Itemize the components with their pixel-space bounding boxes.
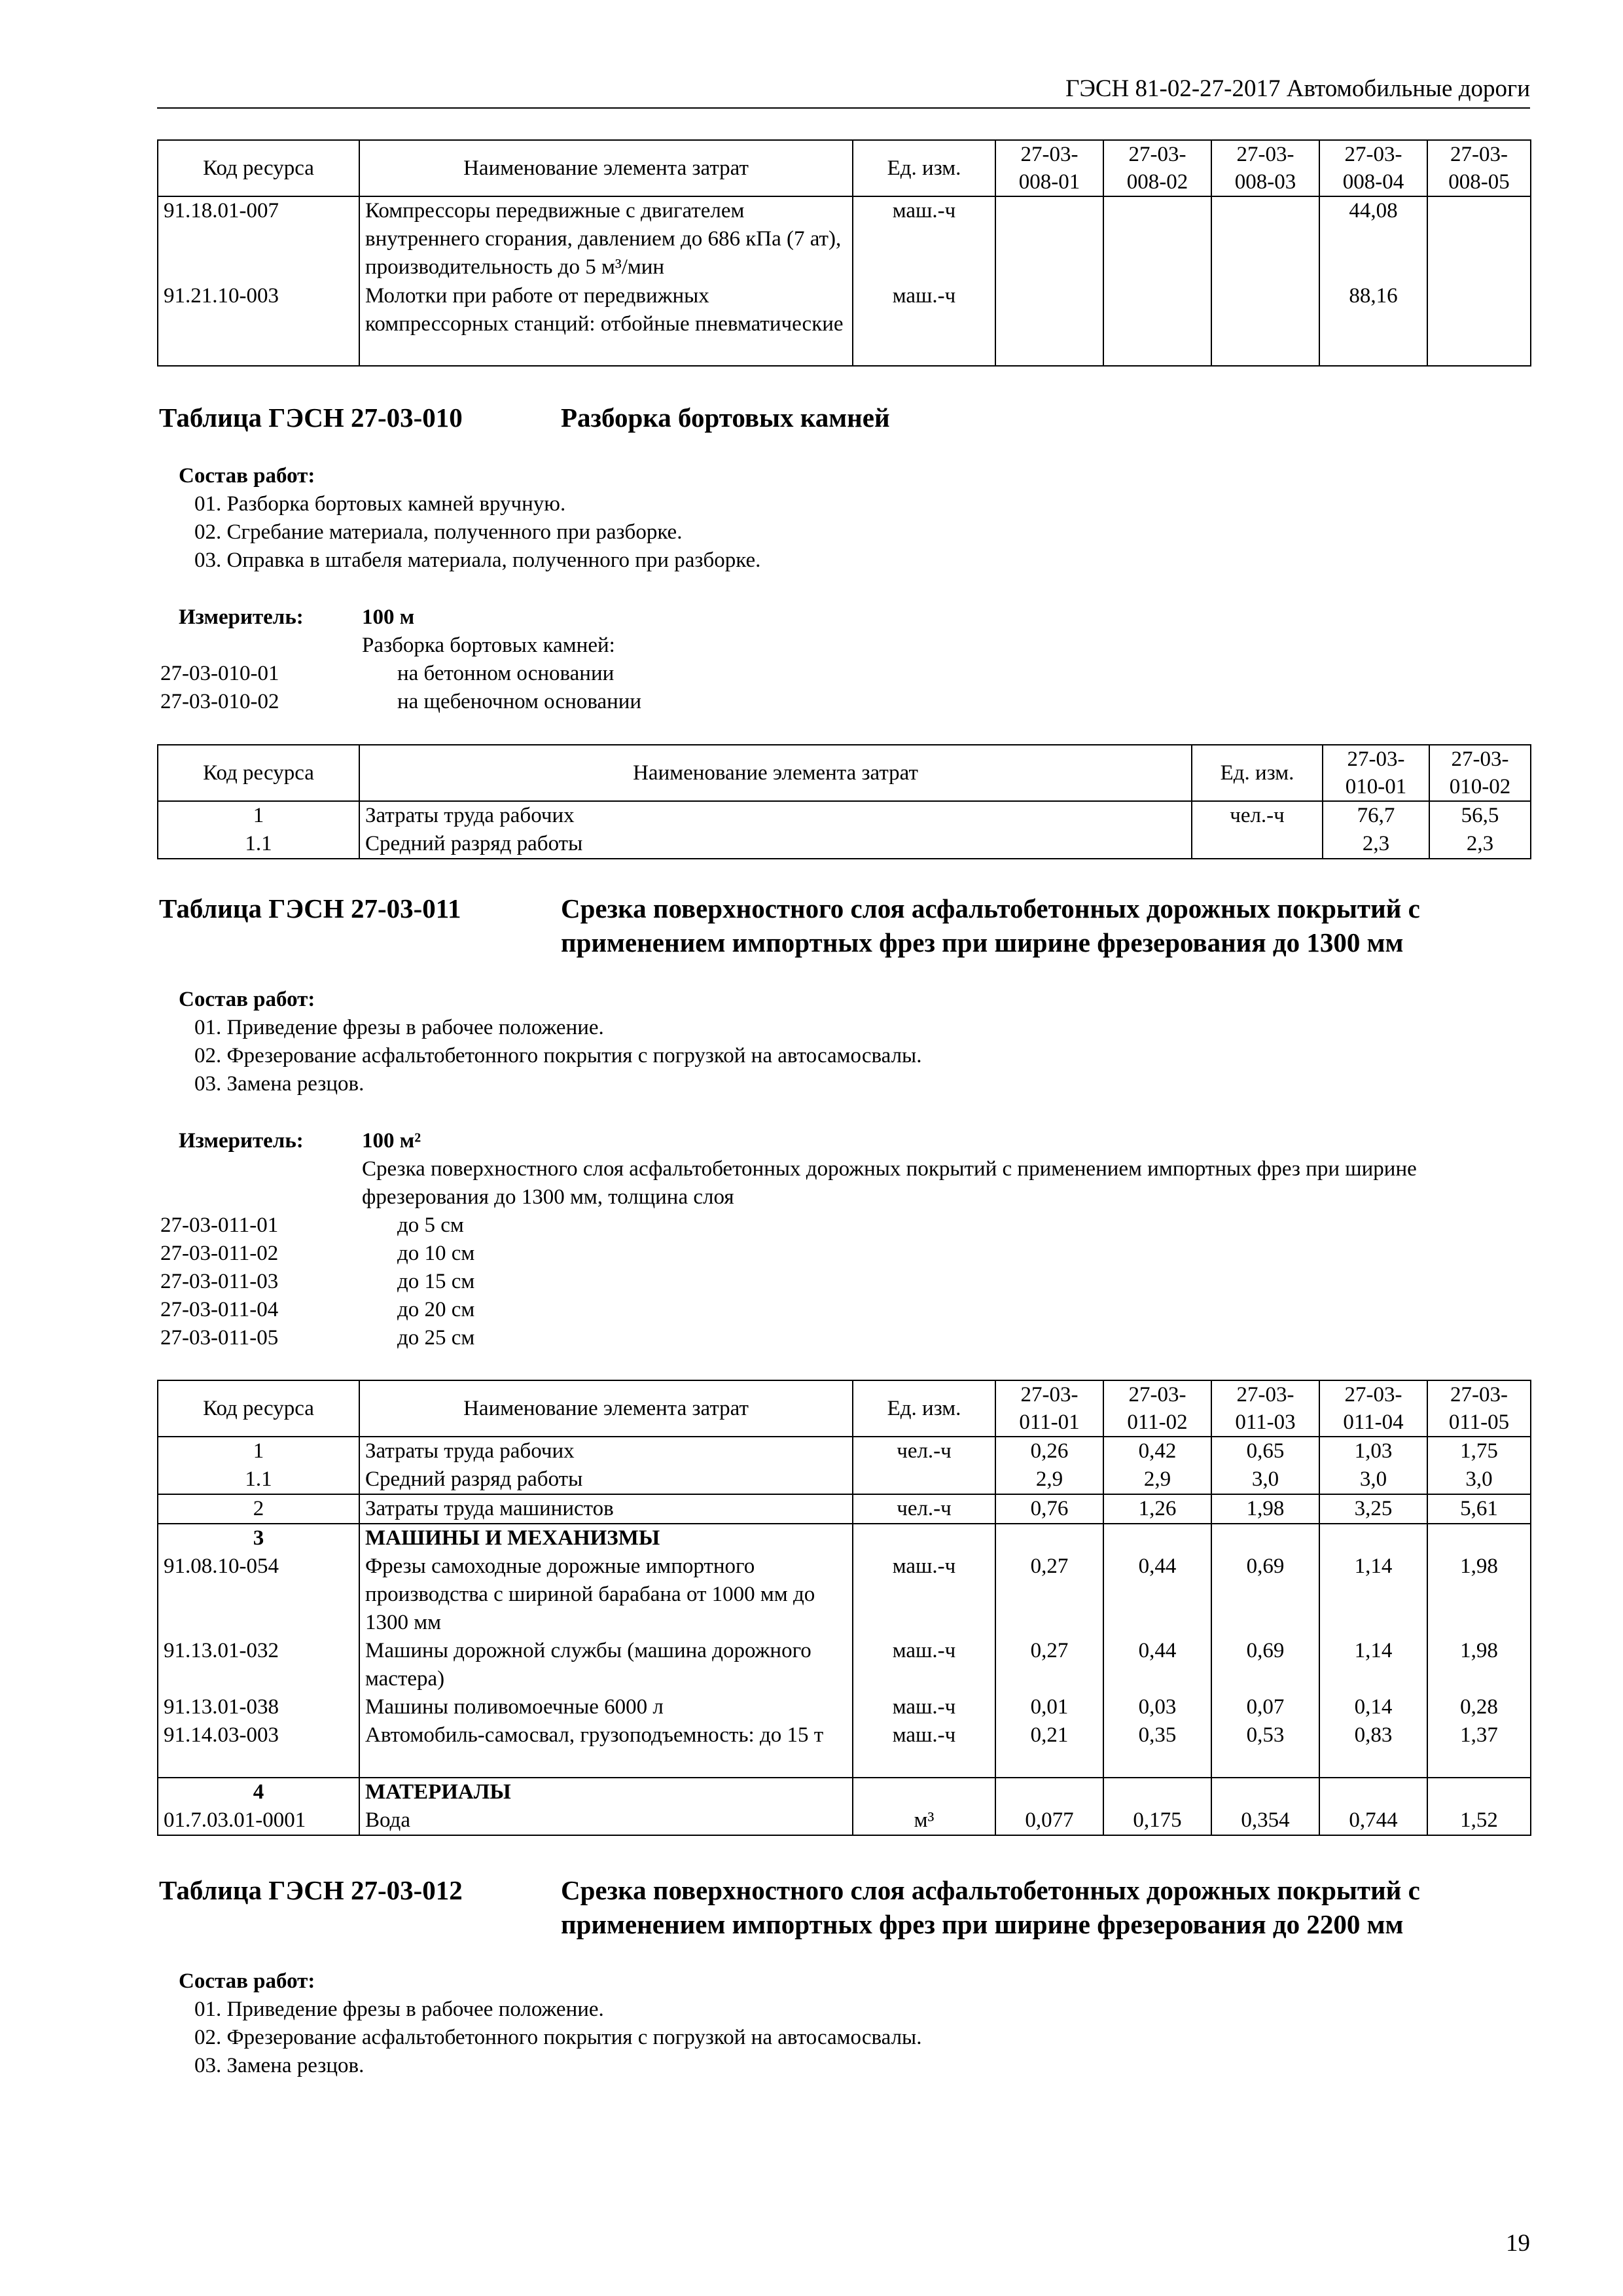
rate-value: 1,75: [1427, 1437, 1531, 1465]
rate-value: 0,53: [1211, 1721, 1319, 1778]
izmeritel-label: Измеритель:: [179, 605, 304, 629]
resource-name: Затраты труда рабочих: [359, 1437, 853, 1465]
rate-value: 0,35: [1103, 1721, 1211, 1778]
table-row: [158, 1465, 1531, 1494]
rate-value: 76,7: [1323, 801, 1429, 830]
resource-unit: [1192, 830, 1323, 859]
resource-code: 91.21.10-003: [158, 282, 359, 366]
rate-value: 3,25: [1319, 1494, 1427, 1524]
resource-unit: чел.-ч: [853, 1437, 995, 1465]
rate-value: [1211, 1524, 1319, 1552]
col-header-code: Код ресурса: [158, 745, 359, 801]
rate-value: 0,077: [995, 1806, 1103, 1835]
work-step: 01. Разборка бортовых камней вручную.: [194, 492, 566, 516]
rate-value: 0,26: [995, 1437, 1103, 1465]
section-title-012: [159, 1873, 1530, 1945]
table-row: [158, 801, 1531, 830]
section-title-010: [159, 401, 1530, 440]
resource-code: 01.7.03.01-0001: [158, 1806, 359, 1835]
table-row: [158, 1721, 1531, 1778]
item-text: на бетонном основании: [397, 662, 615, 685]
rate-value: 0,69: [1211, 1637, 1319, 1693]
rate-value: [1427, 1524, 1531, 1552]
table-label: Таблица ГЭСН 27-03-012: [159, 1875, 463, 1905]
col-header-rate: 27-03-011-04: [1319, 1380, 1427, 1437]
work-step: 03. Замена резцов.: [194, 2054, 365, 2077]
rate-value: 0,744: [1319, 1806, 1427, 1835]
rate-value: [1211, 196, 1319, 282]
rate-value: [1427, 196, 1531, 282]
table-row: [158, 1437, 1531, 1465]
running-header: ГЭСН 81-02-27-2017 Автомобильные дороги: [1065, 75, 1530, 102]
rate-value: 0,65: [1211, 1437, 1319, 1465]
col-header-rate: 27-03-011-03: [1211, 1380, 1319, 1437]
resource-name: Фрезы самоходные дорожные импортного производства с шириной барабана от 1000 мм до 1300 мм: [359, 1552, 853, 1637]
work-step: 01. Приведение фрезы в рабочее положение.: [194, 1998, 604, 2021]
resource-name: Компрессоры передвижные с двигателем внутреннего сгорания, давлением до 686 кПа (7 ат), производительность до 5 м³/мин: [359, 196, 853, 282]
resource-name: Машины дорожной службы (машина дорожного мастера): [359, 1637, 853, 1693]
rate-value: 0,76: [995, 1494, 1103, 1524]
item-text: до 10 см: [397, 1242, 475, 1265]
resource-code: 91.13.01-038: [158, 1693, 359, 1721]
rate-value: 56,5: [1429, 801, 1531, 830]
col-header-code: Код ресурса: [158, 1380, 359, 1437]
rate-value: [995, 1524, 1103, 1552]
rate-value: 1,52: [1427, 1806, 1531, 1835]
item-code: 27-03-010-01: [160, 662, 279, 685]
resource-code: 3: [158, 1524, 359, 1552]
rate-value: [1103, 1524, 1211, 1552]
col-header-rate: 27-03-011-05: [1427, 1380, 1531, 1437]
table-label: Таблица ГЭСН 27-03-010: [159, 403, 463, 433]
izmeritel-label: Измеритель:: [179, 1129, 304, 1153]
resource-name: МАТЕРИАЛЫ: [359, 1778, 853, 1806]
resource-unit: маш.-ч: [853, 282, 995, 366]
resource-code: 4: [158, 1778, 359, 1806]
rate-value: 1,14: [1319, 1637, 1427, 1693]
col-header-rate: 27-03-008-04: [1319, 140, 1427, 196]
izmeritel-desc: Срезка поверхностного слоя асфальтобетонных дорожных покрытий с применением импортных фрез при ширине фрезерования до 1300 мм, толщина слоя: [362, 1157, 1417, 1209]
sostav-label: Состав работ:: [179, 464, 315, 488]
item-text: до 5 см: [397, 1213, 464, 1237]
resource-unit: м³: [853, 1806, 995, 1835]
table-row: [158, 196, 1531, 282]
resource-name: Затраты труда машинистов: [359, 1494, 853, 1524]
resource-unit: маш.-ч: [853, 1721, 995, 1778]
rate-value: [1211, 1778, 1319, 1806]
table-row: [158, 830, 1531, 859]
table-title: Срезка поверхностного слоя асфальтобетонных дорожных покрытий с применением импортных фрез при ширине фрезерования до 1300 мм: [561, 893, 1420, 958]
rate-value: 2,9: [1103, 1465, 1211, 1494]
rate-value: 3,0: [1211, 1465, 1319, 1494]
rate-value: 0,44: [1103, 1637, 1211, 1693]
resource-code: 1: [158, 1437, 359, 1465]
work-step: 03. Оправка в штабеля материала, полученного при разборке.: [194, 548, 761, 572]
resource-table-008: [157, 139, 1531, 367]
resource-unit: маш.-ч: [853, 196, 995, 282]
resource-name: Средний разряд работы: [359, 830, 1192, 859]
table-header-row: [158, 1380, 1531, 1437]
rate-value: 2,3: [1323, 830, 1429, 859]
sostav-label: Состав работ:: [179, 988, 315, 1011]
rate-value: [995, 282, 1103, 366]
resource-code: 1: [158, 801, 359, 830]
table-row: [158, 1693, 1531, 1721]
table-row: [158, 1524, 1531, 1552]
item-text: до 20 см: [397, 1298, 475, 1321]
rate-value: 0,14: [1319, 1693, 1427, 1721]
resource-name: Вода: [359, 1806, 853, 1835]
resource-unit: маш.-ч: [853, 1552, 995, 1637]
resource-name: Автомобиль-самосвал, грузоподъемность: до 15 т: [359, 1721, 853, 1778]
table-row: [158, 1552, 1531, 1637]
izmeritel-desc: Разборка бортовых камней:: [362, 634, 615, 657]
work-step: 03. Замена резцов.: [194, 1072, 365, 1096]
izmeritel-value: 100 м²: [362, 1129, 421, 1153]
rate-value: 1,98: [1427, 1637, 1531, 1693]
rate-value: [1427, 282, 1531, 366]
resource-name: Машины поливомоечные 6000 л: [359, 1693, 853, 1721]
col-header-rate: 27-03-011-02: [1103, 1380, 1211, 1437]
rate-value: 1,14: [1319, 1552, 1427, 1637]
resource-name: Молотки при работе от передвижных компрессорных станций: отбойные пневматические: [359, 282, 853, 366]
rate-value: [1211, 282, 1319, 366]
work-step: 02. Фрезерование асфальтобетонного покрытия с погрузкой на автосамосвалы.: [194, 2026, 922, 2049]
table-row: [158, 1778, 1531, 1806]
rate-value: 88,16: [1319, 282, 1427, 366]
work-step: 02. Фрезерование асфальтобетонного покрытия с погрузкой на автосамосвалы.: [194, 1044, 922, 1067]
resource-code: 91.18.01-007: [158, 196, 359, 282]
rate-value: [1319, 1524, 1427, 1552]
header-rule: [157, 107, 1530, 109]
rate-value: 0,28: [1427, 1693, 1531, 1721]
rate-value: 3,0: [1319, 1465, 1427, 1494]
resource-unit: [853, 1778, 995, 1806]
col-header-rate: 27-03-008-02: [1103, 140, 1211, 196]
rate-value: 44,08: [1319, 196, 1427, 282]
table-header-row: [158, 140, 1531, 196]
item-code: 27-03-010-02: [160, 690, 279, 713]
rate-value: 3,0: [1427, 1465, 1531, 1494]
rate-value: 0,83: [1319, 1721, 1427, 1778]
work-step: 01. Приведение фрезы в рабочее положение.: [194, 1016, 604, 1039]
col-header-rate: 27-03-008-03: [1211, 140, 1319, 196]
table-title: Срезка поверхностного слоя асфальтобетонных дорожных покрытий с применением импортных фрез при ширине фрезерования до 2200 мм: [561, 1875, 1420, 1939]
rate-value: [995, 1778, 1103, 1806]
col-header-code: Код ресурса: [158, 140, 359, 196]
resource-unit: маш.-ч: [853, 1637, 995, 1693]
col-header-rate: 27-03-008-05: [1427, 140, 1531, 196]
col-header-name: Наименование элемента затрат: [359, 1380, 853, 1437]
table-row: [158, 1637, 1531, 1693]
resource-table-011: [157, 1380, 1531, 1836]
rate-value: [1319, 1778, 1427, 1806]
col-header-unit: Ед. изм.: [1192, 745, 1323, 801]
rate-value: 0,27: [995, 1552, 1103, 1637]
section-title-011: [159, 891, 1530, 963]
work-step: 02. Сгребание материала, полученного при разборке.: [194, 520, 683, 544]
rate-value: 2,9: [995, 1465, 1103, 1494]
resource-unit: [853, 1465, 995, 1494]
rate-value: [995, 196, 1103, 282]
izmeritel-value: 100 м: [362, 605, 415, 629]
rate-value: 1,98: [1211, 1494, 1319, 1524]
item-code: 27-03-011-05: [160, 1326, 279, 1350]
resource-unit: [853, 1524, 995, 1552]
table-row: [158, 1494, 1531, 1524]
rate-value: 2,3: [1429, 830, 1531, 859]
col-header-rate: 27-03-008-01: [995, 140, 1103, 196]
rate-value: 0,07: [1211, 1693, 1319, 1721]
rate-value: 0,175: [1103, 1806, 1211, 1835]
resource-code: 91.08.10-054: [158, 1552, 359, 1637]
table-label: Таблица ГЭСН 27-03-011: [159, 893, 461, 924]
rate-value: 1,98: [1427, 1552, 1531, 1637]
page-number: 19: [1506, 2230, 1530, 2257]
rate-value: 1,03: [1319, 1437, 1427, 1465]
resource-code: 1.1: [158, 830, 359, 859]
table-row: [158, 1806, 1531, 1835]
rate-value: 0,69: [1211, 1552, 1319, 1637]
col-header-name: Наименование элемента затрат: [359, 745, 1192, 801]
col-header-rate: 27-03-010-02: [1429, 745, 1531, 801]
rate-value: 0,42: [1103, 1437, 1211, 1465]
rate-value: [1103, 196, 1211, 282]
item-code: 27-03-011-03: [160, 1270, 279, 1293]
resource-unit: чел.-ч: [1192, 801, 1323, 830]
resource-unit: маш.-ч: [853, 1693, 995, 1721]
item-text: до 15 см: [397, 1270, 475, 1293]
table-title: Разборка бортовых камней: [561, 403, 890, 433]
resource-unit: чел.-ч: [853, 1494, 995, 1524]
rate-value: [1103, 282, 1211, 366]
item-code: 27-03-011-01: [160, 1213, 279, 1237]
rate-value: 0,354: [1211, 1806, 1319, 1835]
rate-value: 0,44: [1103, 1552, 1211, 1637]
resource-name: МАШИНЫ И МЕХАНИЗМЫ: [359, 1524, 853, 1552]
rate-value: 5,61: [1427, 1494, 1531, 1524]
rate-value: [1103, 1778, 1211, 1806]
item-text: до 25 см: [397, 1326, 475, 1350]
resource-table-010: [157, 744, 1531, 859]
col-header-rate: 27-03-010-01: [1323, 745, 1429, 801]
resource-code: 91.13.01-032: [158, 1637, 359, 1693]
table-header-row: [158, 745, 1531, 801]
rate-value: 1,26: [1103, 1494, 1211, 1524]
resource-name: Затраты труда рабочих: [359, 801, 1192, 830]
rate-value: [1427, 1778, 1531, 1806]
resource-code: 91.14.03-003: [158, 1721, 359, 1778]
sostav-label: Состав работ:: [179, 1969, 315, 1993]
rate-value: 0,21: [995, 1721, 1103, 1778]
item-text: на щебеночном основании: [397, 690, 642, 713]
col-header-rate: 27-03-011-01: [995, 1380, 1103, 1437]
col-header-unit: Ед. изм.: [853, 140, 995, 196]
col-header-unit: Ед. изм.: [853, 1380, 995, 1437]
rate-value: 0,27: [995, 1637, 1103, 1693]
rate-value: 0,01: [995, 1693, 1103, 1721]
col-header-name: Наименование элемента затрат: [359, 140, 853, 196]
rate-value: 1,37: [1427, 1721, 1531, 1778]
table-row: [158, 282, 1531, 366]
rate-value: 0,03: [1103, 1693, 1211, 1721]
resource-name: Средний разряд работы: [359, 1465, 853, 1494]
item-code: 27-03-011-04: [160, 1298, 279, 1321]
item-code: 27-03-011-02: [160, 1242, 279, 1265]
resource-code: 1.1: [158, 1465, 359, 1494]
resource-code: 2: [158, 1494, 359, 1524]
